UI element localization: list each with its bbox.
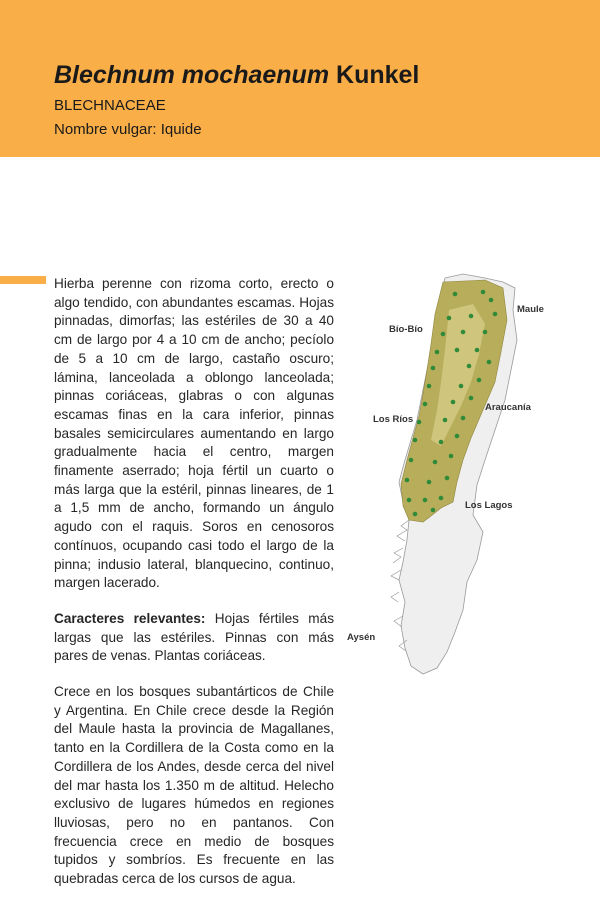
section-marker [0, 276, 46, 284]
species-name: Blechnum mochaenum [54, 61, 330, 89]
description-text [54, 275, 334, 906]
distribution-map-svg [345, 270, 585, 690]
species-title [54, 61, 419, 90]
relevant-characters-text: Hojas fértiles más largas que las estériles. Pinnas con más pares de venas. Plantas coriáceas. [54, 610, 334, 664]
species-author: Kunkel [336, 61, 420, 89]
region-label-losrios: Los Ríos [373, 414, 414, 425]
region-label-biobio: Bío-Bío [389, 324, 423, 335]
region-label-loslagos: Los Lagos [465, 500, 513, 511]
common-name: Nombre vulgar: Iquide [54, 121, 202, 138]
description-paragraph: Hierba perenne con rizoma corto, erecto o algo tendido, con abundantes escamas. Hojas pinnadas, dimorfas; las estériles de 30 a 40 cm de largo por 4 a 10 cm de ancho; pecíolo de 5 a 10 cm de largo, castaño oscuro; lámina, lanceolada a oblongo lanceolada; pinnas coriáceas, glabras o con algunas escamas finas en la cara inferior, pinnas basales semicirculares aumentando en largo gradualmente hacia el centro, margen finamente aserrado; hoja fértil un cuarto o más larga que la estéril, pinnas lineares, de 1 a 1,5 mm de ancho, formando un ángulo agudo con el raquis. Soros en cenosoros contínuos, ocupando casi todo el largo de la pinna; indusio lateral, blanquecino, continuo, margen lacerado. [54, 276, 334, 591]
relevant-characters-label: Caracteres relevantes: [54, 610, 206, 626]
region-label-aysen: Aysén [347, 632, 376, 643]
relevant-characters-paragraph [54, 610, 334, 666]
habitat-paragraph: Crece en los bosques subantárticos de Chile y Argentina. En Chile crece desde la Región del Maule hasta la provincia de Magallanes, tanto en la Cordillera de la Costa como en la Cordillera de los Andes, desde cerca del nivel del mar hasta los 1.350 m de altitud. Helecho exclusivo de lugares húmedos en regiones lluviosas, pero no en pantanos. Con frecuencia crece en medio de bosques tupidos y sombríos. Es frecuente en las quebradas cerca de los cursos de agua. [54, 684, 334, 887]
region-label-araucania: Araucanía [485, 402, 531, 413]
region-label-maule: Maule [517, 304, 544, 315]
header-banner [0, 0, 600, 157]
distribution-map [345, 270, 585, 690]
family-name: BLECHNACEAE [54, 97, 166, 114]
